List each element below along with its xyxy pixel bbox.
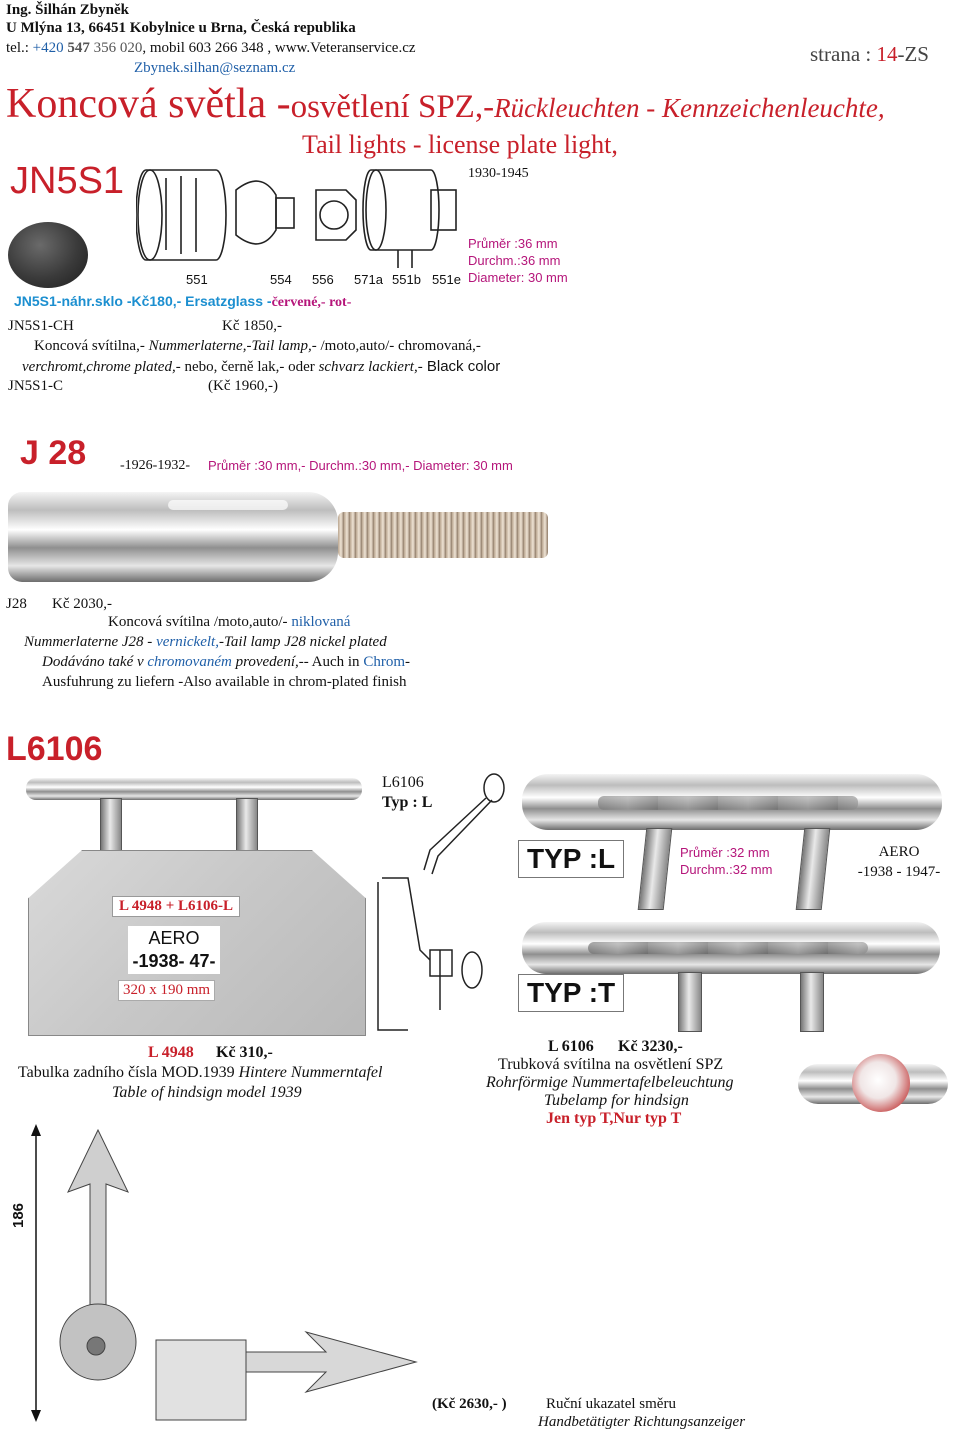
phone-number: 356 020 [93,40,143,56]
j28-years: -1926-1932- [120,458,190,473]
desc-chrome: /moto,auto/- chromovaná,- [316,338,481,354]
diagram-label: 554 [270,272,292,287]
title-en: Tail lights - license plate light, [302,130,618,159]
l4948-price: Kč 310,- [216,1044,273,1061]
jn5s1-years: 1930-1945 [468,166,529,181]
diameter-cz: Průměr :36 mm [468,236,558,251]
l4948-desc-de: Hintere Nummerntafel [238,1064,383,1081]
jn5s1-c-price: (Kč 1960,-) [208,378,278,394]
desc-cz: Koncová svítilna /moto,auto/- [108,614,292,630]
l6106-line-drawing [368,770,518,1040]
jn5s1-spare-glass [14,293,351,311]
page-title [6,80,885,128]
company-name: Ing. Šilhán Zbyněk [6,2,129,18]
plate-label [112,896,240,917]
j28-desc-2 [24,634,387,651]
aero-label: AERO [878,844,920,860]
diameter-de: Durchm.:36 mm [468,253,561,268]
aero-label-box [852,842,946,882]
spare-glass-text: JN5S1-náhr.sklo -Kč180,- Ersatzglass - [14,293,272,309]
j28-item-price: Kč 2030,- [52,596,112,612]
lamp-end-photo [794,1044,954,1124]
phone-country: +420 [32,40,64,56]
desc-cz: Koncová svítilna,- [34,338,149,354]
plate-aero: AERO [148,928,200,948]
page-number-value: 14 [876,42,898,66]
drawing-type: Typ : L [382,794,433,811]
diagram-label: 556 [312,272,334,287]
desc-de: Nummerlaterne J28 - [24,634,157,650]
diameter-de: Durchm.:32 mm [680,862,773,877]
jn5s1-code: JN5S1 [10,160,125,202]
l6106-desc-cz: Trubková svítilna na osvětlení SPZ [498,1056,724,1073]
l4948-desc [18,1064,382,1082]
indicator-dimension: 186 [10,1202,27,1228]
desc-finish-cz: provedení, [231,654,299,670]
diagram-label: 571a [354,272,383,287]
typ-t-label: TYP :T [518,974,624,1012]
glass-lens-photo [8,222,88,288]
desc-en: -Tail lamp J28 nickel plated [218,634,387,650]
l6106-item-price: Kč 3230,- [618,1038,683,1055]
desc-also-de: -- Auch in [298,654,364,670]
indicator-photo [6,1120,436,1425]
desc-black-de: schvarz lackiert,- [318,359,423,375]
title-cz-1: Koncová světla - [6,81,291,127]
desc-black: nebo, černě lak,- oder [180,359,319,375]
plate-size: 320 x 190 mm [118,980,215,1001]
title-cz-2: osvětlení SPZ,- [290,89,495,125]
l4948-desc-en: Table of hindsign model 1939 [112,1084,302,1101]
title-de: Rückleuchten - Kennzeichenleuchte, [494,93,885,123]
l6106-code: L6106 [6,730,103,768]
indicator-desc-cz: Ruční ukazatel směru [546,1396,676,1412]
desc-de-en: Nummerlaterne,-Tail lamp,- [148,338,317,354]
jn5s1-desc-1 [34,338,481,355]
desc-vernickelt: vernickelt, [156,634,219,650]
desc-nickel: niklovaná [291,614,351,630]
plate-plus: + [161,898,178,914]
diameter-en: Diameter: 30 mm [468,270,568,285]
jn5s1-ch-code: JN5S1-CH [8,318,74,334]
l6106-desc-de: Rohrförmige Nummertafelbeleuchtung [486,1074,734,1091]
aero-years: -1938 - 1947- [857,864,941,880]
drawing-code: L6106 [382,774,424,791]
jn5s1-c-code: JN5S1-C [8,378,64,394]
jn5s1-diameters [468,235,568,286]
l4948-desc-cz: Tabulka zadního čísla MOD.1939 [18,1064,239,1081]
indicator-price: (Kč 2630,- ) [432,1396,507,1412]
jn5s1-ch-price: Kč 1850,- [222,318,282,334]
phone-area: 547 [67,40,90,56]
diagram-label: 551e [432,272,461,287]
plate-aero-box [128,926,220,974]
j28-lamp-photo [8,492,548,582]
page-label: strana : [810,42,877,66]
desc-chrome-de-en: verchromt,chrome plated,- [22,359,181,375]
plate-code: L 4948 [119,898,162,914]
j28-desc-3 [42,654,410,671]
phone-prefix: tel.: [6,40,33,56]
company-phone [6,40,416,57]
j28-desc-1 [108,614,350,631]
desc-chrom-de: Chrom [363,654,405,670]
j28-code: J 28 [20,434,87,472]
desc-dash: - [404,654,410,670]
plate-lamp-code: L6106-L [178,898,234,914]
l6106-desc-en: Tubelamp for hindsign [544,1092,689,1109]
desc-chrome-cz: chromovaném [147,654,232,670]
desc-black-en: Black color [422,358,501,375]
jn5s1-desc-2 [22,358,500,376]
typ-l-label: TYP :L [518,840,624,878]
j28-item-code: J28 [6,596,27,612]
phone-mobile-web: , mobil 603 266 348 , www.Veteranservice.cz [142,40,416,56]
diagram-label: 551 [186,272,208,287]
jn5s1-exploded-drawing [136,150,466,290]
company-address: U Mlýna 13, 66451 Kobylnice u Brna, Česká republika [6,20,356,36]
l6106-note: Jen typ T,Nur typ T [546,1110,682,1127]
j28-desc-4: Ausfuhrung zu liefern -Also available in chrom-plated finish [42,674,407,690]
l6106-item-code: L 6106 [548,1038,594,1055]
l4948-code: L 4948 [148,1044,194,1061]
plate-years: -1938- 47- [132,951,216,971]
spare-glass-color: červené,- rot- [271,295,352,310]
diagram-label: 551b [392,272,421,287]
indicator-desc-de: Handbetätigter Richtungsanzeiger [538,1414,746,1430]
l6106-diameters [680,844,772,878]
j28-diameters: Průměr :30 mm,- Durchm.:30 mm,- Diameter: 30 mm [208,458,513,473]
diameter-cz: Průměr :32 mm [680,845,770,860]
page-suffix: -ZS [897,42,929,66]
email-link[interactable]: Zbynek.silhan@seznam.cz [134,60,296,76]
page-number [810,42,929,67]
desc-also-cz: Dodáváno také v [42,654,148,670]
